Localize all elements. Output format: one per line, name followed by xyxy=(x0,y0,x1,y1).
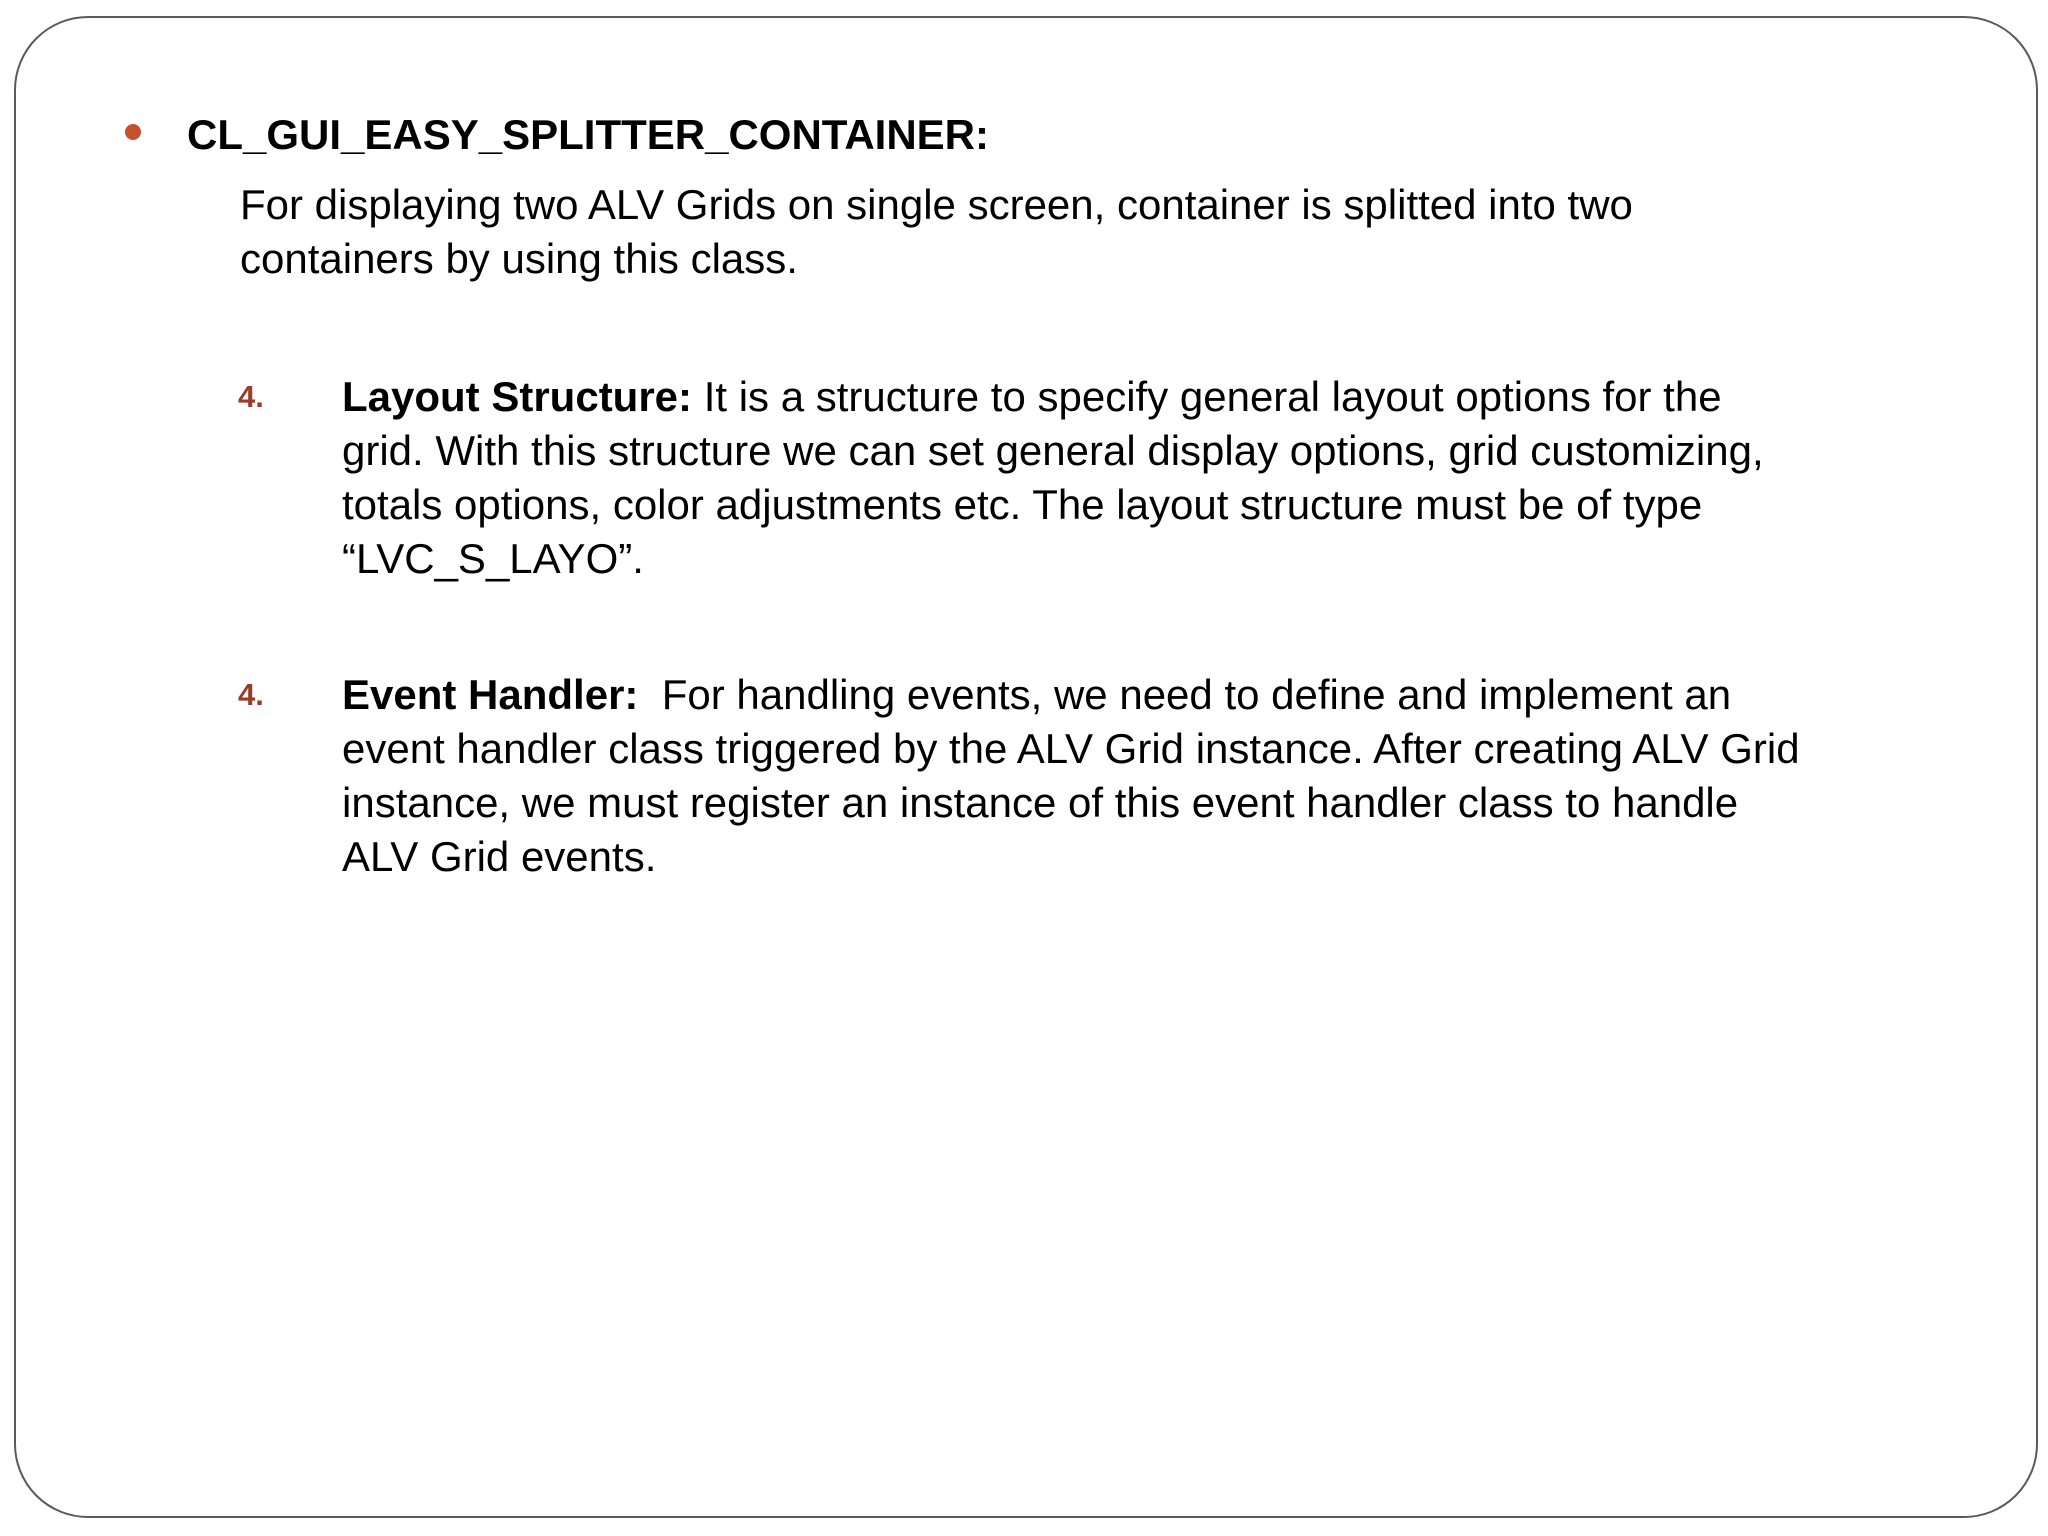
item-line: ALV Grid events. xyxy=(342,833,657,880)
item-line: “LVC_S_LAYO”. xyxy=(342,535,644,582)
item-title: Layout Structure: xyxy=(342,373,693,420)
item-line: totals options, color adjustments etc. The layout structure must be of type xyxy=(342,481,1703,528)
item-line xyxy=(342,370,1962,424)
item-number: 4. xyxy=(238,677,264,712)
slide xyxy=(14,16,2038,1518)
intro-paragraph xyxy=(240,178,1840,286)
item-text: It is a structure to specify general layout options for the xyxy=(692,373,1722,420)
list-item-layout-structure xyxy=(342,370,1962,586)
item-text: For handling events, we need to define and implement an xyxy=(638,671,1732,718)
item-line: grid. With this structure we can set general display options, grid customizing, xyxy=(342,427,1764,474)
item-line xyxy=(342,668,1962,722)
item-number: 4. xyxy=(238,379,264,414)
item-line: event handler class triggered by the ALV Grid instance. After creating ALV Grid xyxy=(342,725,1800,772)
list-item-event-handler xyxy=(342,668,1962,884)
item-line: instance, we must register an instance of this event handler class to handle xyxy=(342,779,1739,826)
bullet-dot-icon xyxy=(125,124,141,140)
intro-line: For displaying two ALV Grids on single screen, container is splitted into two xyxy=(240,181,1633,228)
item-title: Event Handler: xyxy=(342,671,639,718)
intro-line: containers by using this class. xyxy=(240,235,798,282)
heading: CL_GUI_EASY_SPLITTER_CONTAINER: xyxy=(187,111,989,158)
